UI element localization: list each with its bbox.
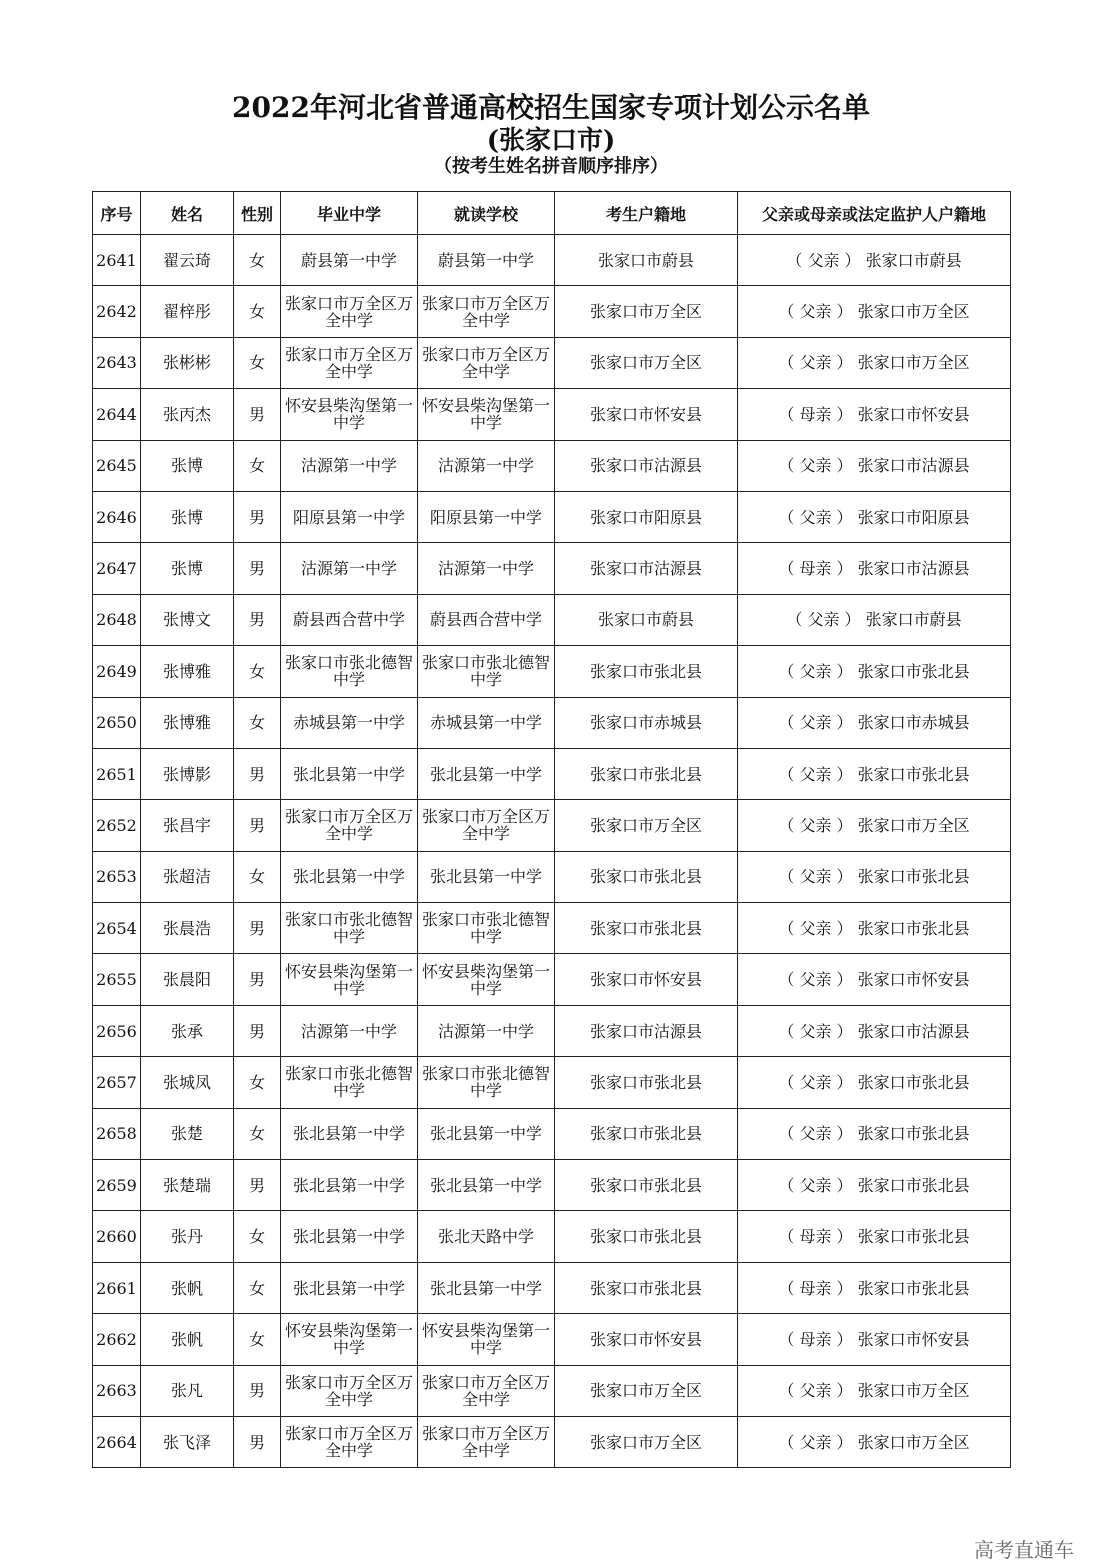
cell-seq: 2656	[93, 1005, 141, 1056]
cell-guardian-hukou: （ 父亲 ） 张家口市张北县	[738, 1057, 1011, 1108]
cell-gender: 男	[234, 748, 281, 799]
cell-grad-school: 赤城县第一中学	[281, 697, 418, 748]
cell-current-school: 张家口市万全区万全中学	[418, 286, 555, 337]
cell-name: 翟梓彤	[141, 286, 234, 337]
cell-hukou: 张家口市怀安县	[555, 389, 738, 440]
cell-guardian-hukou: （ 母亲 ） 张家口市张北县	[738, 1262, 1011, 1313]
table-row	[93, 337, 1011, 388]
cell-guardian-hukou: （ 父亲 ） 张家口市张北县	[738, 903, 1011, 954]
table-row	[93, 851, 1011, 902]
cell-current-school: 沽源第一中学	[418, 543, 555, 594]
cell-grad-school: 沽源第一中学	[281, 440, 418, 491]
cell-grad-school: 怀安县柴沟堡第一中学	[281, 389, 418, 440]
cell-hukou: 张家口市张北县	[555, 1057, 738, 1108]
header-gender: 性别	[234, 192, 281, 235]
cell-guardian-hukou: （ 父亲 ） 张家口市阳原县	[738, 491, 1011, 542]
cell-name: 张帆	[141, 1314, 234, 1365]
cell-current-school: 怀安县柴沟堡第一中学	[418, 1314, 555, 1365]
cell-name: 张城凤	[141, 1057, 234, 1108]
header-current-school: 就读学校	[418, 192, 555, 235]
table-row	[93, 1160, 1011, 1211]
cell-gender: 女	[234, 1262, 281, 1313]
table-row	[93, 646, 1011, 697]
cell-hukou: 张家口市万全区	[555, 800, 738, 851]
table-row	[93, 440, 1011, 491]
cell-gender: 女	[234, 1057, 281, 1108]
cell-grad-school: 张家口市张北德智中学	[281, 1057, 418, 1108]
cell-gender: 女	[234, 235, 281, 286]
cell-grad-school: 张家口市万全区万全中学	[281, 1365, 418, 1416]
cell-name: 张承	[141, 1005, 234, 1056]
cell-guardian-hukou: （ 父亲 ） 张家口市沽源县	[738, 1005, 1011, 1056]
cell-gender: 女	[234, 440, 281, 491]
table-row	[93, 800, 1011, 851]
cell-gender: 男	[234, 954, 281, 1005]
cell-guardian-hukou: （ 母亲 ） 张家口市怀安县	[738, 389, 1011, 440]
table-row	[93, 1262, 1011, 1313]
table-row	[93, 1314, 1011, 1365]
cell-guardian-hukou: （ 父亲 ） 张家口市张北县	[738, 646, 1011, 697]
table-row	[93, 543, 1011, 594]
cell-guardian-hukou: （ 父亲 ） 张家口市万全区	[738, 1416, 1011, 1467]
cell-hukou: 张家口市万全区	[555, 1365, 738, 1416]
cell-current-school: 蔚县第一中学	[418, 235, 555, 286]
cell-grad-school: 张家口市万全区万全中学	[281, 1416, 418, 1467]
cell-grad-school: 张家口市张北德智中学	[281, 903, 418, 954]
document-title: 2022年河北省普通高校招生国家专项计划公示名单	[232, 91, 870, 124]
cell-current-school: 张家口市万全区万全中学	[418, 1416, 555, 1467]
cell-name: 张博雅	[141, 697, 234, 748]
cell-gender: 男	[234, 1416, 281, 1467]
cell-seq: 2655	[93, 954, 141, 1005]
cell-seq: 2641	[93, 235, 141, 286]
cell-current-school: 张北县第一中学	[418, 748, 555, 799]
cell-hukou: 张家口市张北县	[555, 646, 738, 697]
cell-guardian-hukou: （ 父亲 ） 张家口市万全区	[738, 286, 1011, 337]
cell-guardian-hukou: （ 父亲 ） 张家口市张北县	[738, 748, 1011, 799]
cell-hukou: 张家口市阳原县	[555, 491, 738, 542]
cell-seq: 2645	[93, 440, 141, 491]
cell-current-school: 张家口市张北德智中学	[418, 646, 555, 697]
cell-seq: 2657	[93, 1057, 141, 1108]
cell-guardian-hukou: （ 父亲 ） 张家口市张北县	[738, 1160, 1011, 1211]
cell-guardian-hukou: （ 父亲 ） 张家口市张北县	[738, 851, 1011, 902]
cell-current-school: 怀安县柴沟堡第一中学	[418, 389, 555, 440]
cell-hukou: 张家口市张北县	[555, 748, 738, 799]
cell-current-school: 张北县第一中学	[418, 1262, 555, 1313]
cell-name: 张楚瑞	[141, 1160, 234, 1211]
cell-seq: 2653	[93, 851, 141, 902]
cell-name: 张博	[141, 543, 234, 594]
cell-gender: 女	[234, 646, 281, 697]
cell-seq: 2647	[93, 543, 141, 594]
cell-name: 张凡	[141, 1365, 234, 1416]
cell-current-school: 张北县第一中学	[418, 851, 555, 902]
header-seq: 序号	[93, 192, 141, 235]
cell-seq: 2648	[93, 594, 141, 645]
table-row	[93, 697, 1011, 748]
cell-current-school: 张北天路中学	[418, 1211, 555, 1262]
cell-grad-school: 阳原县第一中学	[281, 491, 418, 542]
cell-grad-school: 张家口市万全区万全中学	[281, 337, 418, 388]
cell-current-school: 蔚县西合营中学	[418, 594, 555, 645]
cell-hukou: 张家口市蔚县	[555, 235, 738, 286]
cell-guardian-hukou: （ 父亲 ） 张家口市赤城县	[738, 697, 1011, 748]
table-row	[93, 1005, 1011, 1056]
cell-name: 翟云琦	[141, 235, 234, 286]
cell-hukou: 张家口市张北县	[555, 1262, 738, 1313]
cell-hukou: 张家口市张北县	[555, 1108, 738, 1159]
cell-seq: 2659	[93, 1160, 141, 1211]
cell-gender: 女	[234, 1108, 281, 1159]
cell-grad-school: 张北县第一中学	[281, 1108, 418, 1159]
cell-current-school: 张家口市张北德智中学	[418, 903, 555, 954]
cell-name: 张楚	[141, 1108, 234, 1159]
table-row	[93, 1211, 1011, 1262]
cell-grad-school: 张家口市万全区万全中学	[281, 800, 418, 851]
cell-name: 张博	[141, 491, 234, 542]
cell-grad-school: 怀安县柴沟堡第一中学	[281, 954, 418, 1005]
cell-guardian-hukou: （ 母亲 ） 张家口市沽源县	[738, 543, 1011, 594]
roster-body	[93, 235, 1011, 1468]
cell-grad-school: 张北县第一中学	[281, 748, 418, 799]
table-row	[93, 1416, 1011, 1467]
cell-hukou: 张家口市张北县	[555, 1160, 738, 1211]
cell-seq: 2663	[93, 1365, 141, 1416]
cell-guardian-hukou: （ 母亲 ） 张家口市张北县	[738, 1211, 1011, 1262]
cell-grad-school: 张北县第一中学	[281, 1160, 418, 1211]
cell-gender: 女	[234, 1314, 281, 1365]
cell-hukou: 张家口市万全区	[555, 1416, 738, 1467]
cell-name: 张帆	[141, 1262, 234, 1313]
cell-name: 张博雅	[141, 646, 234, 697]
cell-grad-school: 张家口市万全区万全中学	[281, 286, 418, 337]
table-row	[93, 748, 1011, 799]
cell-current-school: 阳原县第一中学	[418, 491, 555, 542]
table-row	[93, 903, 1011, 954]
cell-hukou: 张家口市沽源县	[555, 543, 738, 594]
cell-name: 张彬彬	[141, 337, 234, 388]
cell-hukou: 张家口市蔚县	[555, 594, 738, 645]
sort-note: （按考生姓名拼音顺序排序）	[434, 156, 668, 177]
cell-gender: 男	[234, 1365, 281, 1416]
cell-seq: 2650	[93, 697, 141, 748]
table-row	[93, 954, 1011, 1005]
cell-grad-school: 沽源第一中学	[281, 543, 418, 594]
cell-seq: 2643	[93, 337, 141, 388]
cell-guardian-hukou: （ 母亲 ） 张家口市怀安县	[738, 1314, 1011, 1365]
table-row	[93, 1365, 1011, 1416]
cell-hukou: 张家口市沽源县	[555, 440, 738, 491]
cell-guardian-hukou: （ 父亲 ） 张家口市万全区	[738, 337, 1011, 388]
cell-seq: 2646	[93, 491, 141, 542]
cell-name: 张晨阳	[141, 954, 234, 1005]
cell-seq: 2642	[93, 286, 141, 337]
cell-gender: 男	[234, 1005, 281, 1056]
cell-guardian-hukou: （ 父亲 ） 张家口市蔚县	[738, 594, 1011, 645]
cell-seq: 2664	[93, 1416, 141, 1467]
cell-seq: 2658	[93, 1108, 141, 1159]
cell-seq: 2661	[93, 1262, 141, 1313]
cell-guardian-hukou: （ 父亲 ） 张家口市万全区	[738, 800, 1011, 851]
cell-current-school: 赤城县第一中学	[418, 697, 555, 748]
table-row	[93, 1057, 1011, 1108]
watermark-text: 高考直通车	[974, 1538, 1074, 1562]
cell-hukou: 张家口市怀安县	[555, 954, 738, 1005]
document-subtitle: (张家口市)	[486, 126, 616, 156]
cell-name: 张丹	[141, 1211, 234, 1262]
table-row	[93, 491, 1011, 542]
cell-gender: 女	[234, 851, 281, 902]
cell-gender: 女	[234, 697, 281, 748]
table-row	[93, 594, 1011, 645]
cell-grad-school: 怀安县柴沟堡第一中学	[281, 1314, 418, 1365]
header-grad-school: 毕业中学	[281, 192, 418, 235]
header-name: 姓名	[141, 192, 234, 235]
cell-grad-school: 蔚县西合营中学	[281, 594, 418, 645]
cell-gender: 男	[234, 800, 281, 851]
cell-current-school: 张北县第一中学	[418, 1108, 555, 1159]
cell-seq: 2651	[93, 748, 141, 799]
cell-seq: 2654	[93, 903, 141, 954]
cell-guardian-hukou: （ 父亲 ） 张家口市怀安县	[738, 954, 1011, 1005]
cell-gender: 女	[234, 1211, 281, 1262]
cell-current-school: 沽源第一中学	[418, 440, 555, 491]
cell-grad-school: 张北县第一中学	[281, 1211, 418, 1262]
cell-current-school: 张家口市万全区万全中学	[418, 800, 555, 851]
cell-gender: 男	[234, 903, 281, 954]
cell-name: 张晨浩	[141, 903, 234, 954]
cell-name: 张超洁	[141, 851, 234, 902]
cell-current-school: 张家口市张北德智中学	[418, 1057, 555, 1108]
cell-name: 张博	[141, 440, 234, 491]
cell-gender: 男	[234, 543, 281, 594]
cell-guardian-hukou: （ 父亲 ） 张家口市蔚县	[738, 235, 1011, 286]
cell-name: 张博文	[141, 594, 234, 645]
cell-name: 张飞泽	[141, 1416, 234, 1467]
cell-grad-school: 蔚县第一中学	[281, 235, 418, 286]
header-guardian-hukou: 父亲或母亲或法定监护人户籍地	[738, 192, 1011, 235]
cell-current-school: 张北县第一中学	[418, 1160, 555, 1211]
cell-hukou: 张家口市沽源县	[555, 1005, 738, 1056]
cell-guardian-hukou: （ 父亲 ） 张家口市万全区	[738, 1365, 1011, 1416]
table-row	[93, 286, 1011, 337]
roster-table	[92, 191, 1011, 1468]
cell-name: 张博影	[141, 748, 234, 799]
cell-gender: 男	[234, 594, 281, 645]
cell-current-school: 张家口市万全区万全中学	[418, 337, 555, 388]
cell-gender: 男	[234, 491, 281, 542]
cell-guardian-hukou: （ 父亲 ） 张家口市沽源县	[738, 440, 1011, 491]
cell-current-school: 沽源第一中学	[418, 1005, 555, 1056]
cell-seq: 2644	[93, 389, 141, 440]
cell-grad-school: 张北县第一中学	[281, 1262, 418, 1313]
table-row	[93, 235, 1011, 286]
cell-hukou: 张家口市张北县	[555, 1211, 738, 1262]
header-row	[93, 192, 1011, 235]
cell-seq: 2652	[93, 800, 141, 851]
table-row	[93, 1108, 1011, 1159]
cell-hukou: 张家口市怀安县	[555, 1314, 738, 1365]
cell-guardian-hukou: （ 父亲 ） 张家口市张北县	[738, 1108, 1011, 1159]
cell-seq: 2660	[93, 1211, 141, 1262]
cell-seq: 2649	[93, 646, 141, 697]
cell-gender: 男	[234, 1160, 281, 1211]
cell-name: 张昌宇	[141, 800, 234, 851]
cell-gender: 女	[234, 286, 281, 337]
cell-gender: 女	[234, 337, 281, 388]
cell-name: 张丙杰	[141, 389, 234, 440]
cell-seq: 2662	[93, 1314, 141, 1365]
cell-hukou: 张家口市张北县	[555, 903, 738, 954]
cell-hukou: 张家口市张北县	[555, 851, 738, 902]
cell-gender: 男	[234, 389, 281, 440]
cell-grad-school: 张北县第一中学	[281, 851, 418, 902]
table-row	[93, 389, 1011, 440]
cell-grad-school: 张家口市张北德智中学	[281, 646, 418, 697]
cell-grad-school: 沽源第一中学	[281, 1005, 418, 1056]
header-hukou: 考生户籍地	[555, 192, 738, 235]
cell-current-school: 张家口市万全区万全中学	[418, 1365, 555, 1416]
cell-current-school: 怀安县柴沟堡第一中学	[418, 954, 555, 1005]
cell-hukou: 张家口市万全区	[555, 337, 738, 388]
cell-hukou: 张家口市万全区	[555, 286, 738, 337]
cell-hukou: 张家口市赤城县	[555, 697, 738, 748]
